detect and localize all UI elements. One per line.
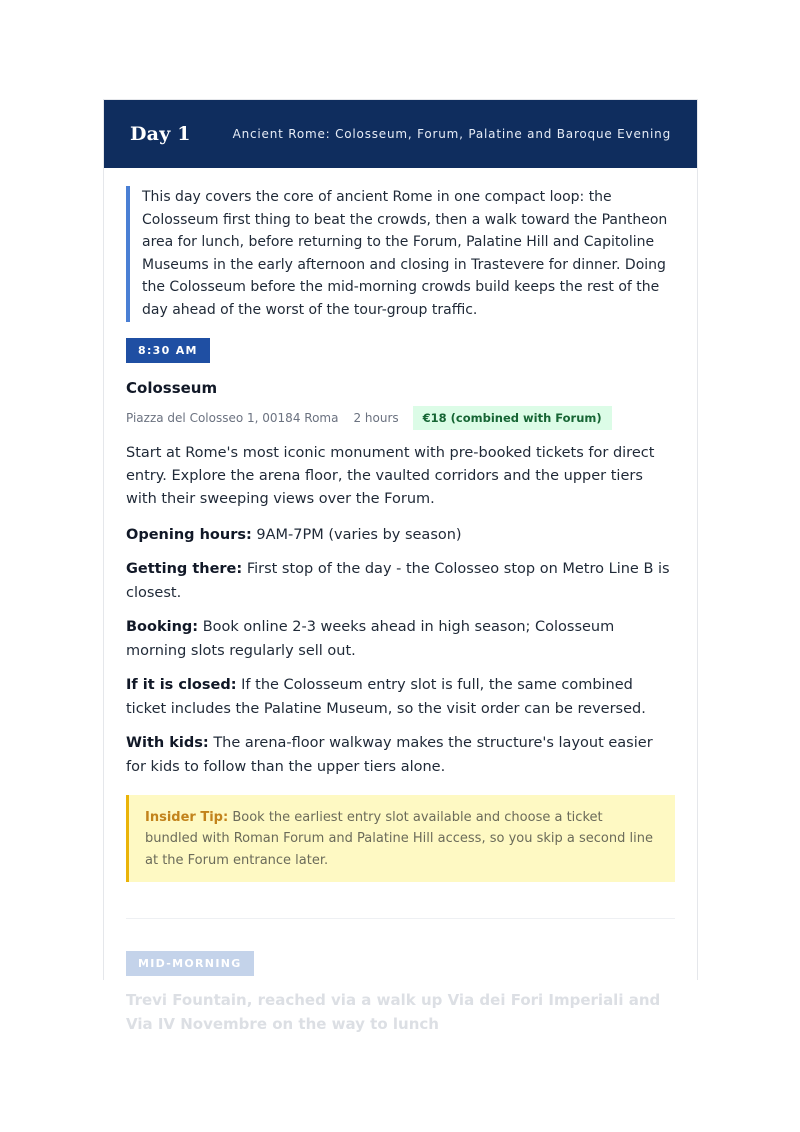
day-header [104, 100, 697, 168]
detail-booking [126, 615, 675, 663]
time-badge: 8:30 AM [126, 338, 210, 363]
detail-if-closed [126, 673, 675, 721]
detail-label: Opening hours: [126, 526, 252, 543]
detail-getting-there [126, 557, 675, 605]
place-address: Piazza del Colosseo 1, 00184 Roma [126, 410, 339, 425]
tip-label: Insider Tip: [145, 809, 229, 825]
place-duration: 2 hours [353, 410, 399, 425]
detail-label: With kids: [126, 734, 209, 751]
detail-label: If it is closed: [126, 676, 237, 693]
place-description: Start at Rome's most iconic monument with pre-booked tickets for direct entry. Explore the arena floor, the vaulted corridors and the upper tiers with their sweeping views over the Forum. [126, 444, 655, 507]
detail-text: Book online 2-3 weeks ahead in high season; Colosseum morning slots regularly sell out. [126, 618, 615, 659]
insider-tip [126, 795, 675, 883]
tip-text: Book the earliest entry slot available and choose a ticket bundled with Roman Forum and Palatine Hill access, so you skip a second line at the Forum entrance later. [145, 809, 653, 868]
section-divider [126, 918, 675, 919]
day-card [103, 99, 698, 980]
detail-text: First stop of the day - the Colosseo stop on Metro Line B is closest. [126, 560, 670, 601]
detail-label: Getting there: [126, 560, 243, 577]
detail-with-kids [126, 731, 675, 779]
price-badge: €18 (combined with Forum) [413, 406, 612, 430]
detail-text: If the Colosseum entry slot is full, the same combined ticket includes the Palatine Museum, so the visit order can be reversed. [126, 676, 646, 717]
detail-text: 9AM-7PM (varies by season) [256, 526, 462, 543]
day-content [104, 168, 697, 919]
detail-opening-hours [126, 523, 675, 547]
detail-label: Booking: [126, 618, 199, 635]
day-subtitle: Ancient Rome: Colosseum, Forum, Palatine and Baroque Evening [232, 127, 671, 141]
place-name: Colosseum [126, 378, 218, 397]
next-place-name: Trevi Fountain, reached via a walk up Via dei Fori Imperiali and Via IV Novembre on the way to lunch [126, 991, 661, 1033]
day-title: Day 1 [130, 123, 191, 145]
day-intro: This day covers the core of ancient Rome in one compact loop: the Colosseum first thing to beat the crowds, then a walk toward the Pantheon area for lunch, before returning to the Forum, Palatine Hill and Capitoline Museums in the early afternoon and closing in Trastevere for dinner. Doing the Colosseum before the mid-morning crowds build keeps the rest of the day ahead of the worst of the tour-group traffic. [126, 186, 675, 322]
place-meta [126, 406, 675, 430]
detail-text: The arena-floor walkway makes the structure's layout easier for kids to follow than the upper tiers alone. [126, 734, 653, 775]
next-time-badge: MID-MORNING [126, 951, 254, 976]
